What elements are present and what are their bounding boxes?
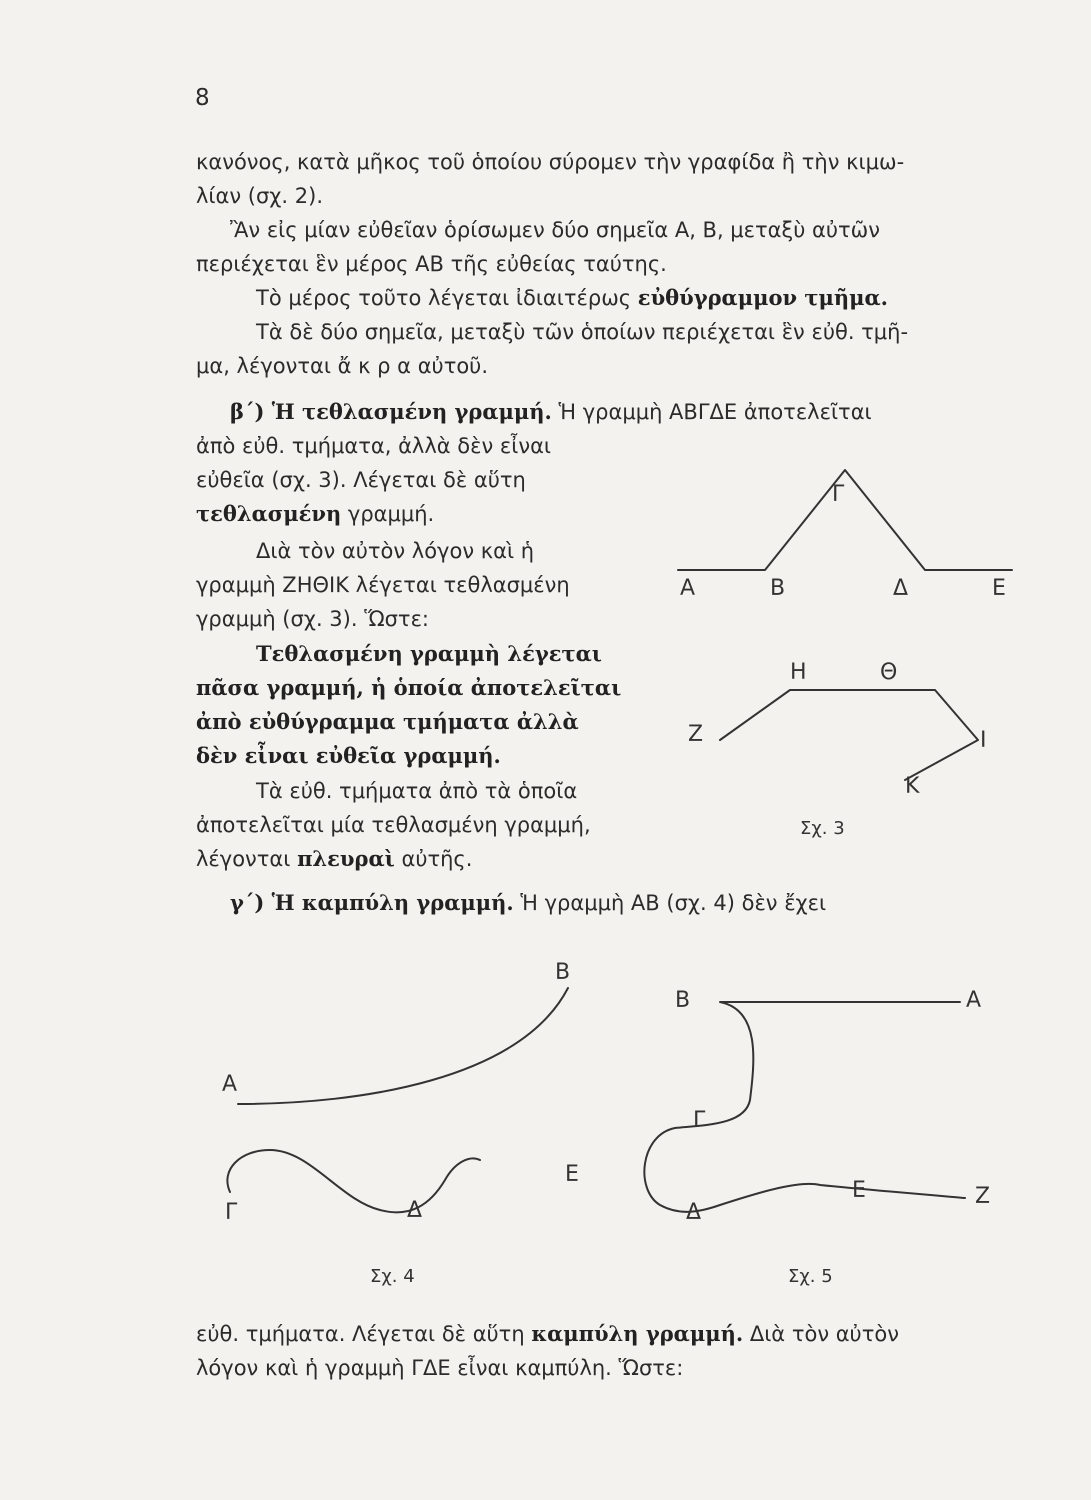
definition-line: ἀπὸ εὐθύγραμμα τμήματα ἀλλὰ bbox=[196, 709, 579, 734]
point-label: Η bbox=[790, 660, 807, 685]
curve-gde bbox=[227, 1150, 480, 1212]
text-line: μα, λέγονται ἄ κ ρ α αὐτοῦ. bbox=[196, 354, 489, 378]
text-run: αὐτῆς. bbox=[394, 847, 473, 871]
text-line: γραμμὴ ΖΗΘΙΚ λέγεται τεθλασμένη bbox=[196, 573, 570, 597]
curve-ba-gdez bbox=[644, 1002, 965, 1212]
point-label: Ε bbox=[565, 1162, 579, 1187]
point-label: Α bbox=[680, 576, 696, 601]
point-label: Δ bbox=[407, 1198, 423, 1223]
point-label: Γ bbox=[693, 1108, 706, 1133]
broken-line-zhthik bbox=[720, 690, 978, 780]
term-broken-line: τεθλασμένη bbox=[196, 501, 342, 526]
text-line: ἀποτελεῖται μία τεθλασμένη γραμμή, bbox=[196, 813, 591, 837]
point-label: Ι bbox=[980, 728, 987, 753]
point-label: Α bbox=[222, 1072, 238, 1097]
text-run: λέγονται bbox=[196, 847, 298, 871]
term-curved-line: καμπύλη γραμμή. bbox=[531, 1321, 744, 1346]
figure-caption: Σχ. 4 bbox=[370, 1266, 415, 1287]
page-number: 8 bbox=[195, 85, 210, 111]
curve-ab bbox=[238, 988, 568, 1104]
point-label: Γ bbox=[832, 482, 845, 507]
point-label: Δ bbox=[686, 1200, 702, 1225]
text-line: γραμμὴ (σχ. 3). Ὥστε: bbox=[196, 607, 429, 631]
text-line: ἀπὸ εὐθ. τμήματα, ἀλλὰ δὲν εἶναι bbox=[196, 434, 552, 458]
point-label: Θ bbox=[880, 660, 898, 685]
text-run: Τὸ μέρος τοῦτο λέγεται ἰδιαιτέρως bbox=[256, 286, 638, 310]
text-line: εὐθεῖα (σχ. 3). Λέγεται δὲ αὕτη bbox=[196, 468, 526, 492]
term-straight-segment: εὐθύγραμμον τμῆμα. bbox=[637, 285, 888, 310]
text-run: γραμμή. bbox=[341, 502, 435, 526]
text-line: Τὰ εὐθ. τμήματα ἀπὸ τὰ ὁποῖα bbox=[256, 779, 578, 803]
text-line: Διὰ τὸν αὐτὸν λόγον καὶ ἡ bbox=[256, 539, 535, 563]
point-label: Γ bbox=[225, 1200, 238, 1225]
point-label: Β bbox=[555, 960, 571, 985]
text-run: εὐθ. τμήματα. Λέγεται δὲ αὕτη bbox=[196, 1322, 532, 1346]
point-label: Ζ bbox=[688, 722, 704, 747]
text-line: περιέχεται ἓν μέρος ΑΒ τῆς εὐθείας ταύτης. bbox=[196, 252, 667, 276]
point-label: Κ bbox=[905, 774, 920, 799]
term-sides: πλευραὶ bbox=[297, 846, 395, 871]
definition-line: πᾶσα γραμμή, ἡ ὁποία ἀποτελεῖται bbox=[196, 675, 622, 700]
text-line: λόγον καὶ ἡ γραμμὴ ΓΔΕ εἶναι καμπύλη. Ὥστε: bbox=[196, 1356, 684, 1380]
point-label: Α bbox=[966, 988, 982, 1013]
text-line: κανόνος, κατὰ μῆκος τοῦ ὁποίου σύρομεν τὴν γραφίδα ἢ τὴν κιμω- bbox=[196, 150, 905, 174]
text-line: Ἂν εἰς μίαν εὐθεῖαν ὁρίσωμεν δύο σημεῖα Α, Β, μεταξὺ αὐτῶν bbox=[230, 218, 880, 242]
broken-line-abgde bbox=[678, 470, 1012, 570]
section-heading-gamma: γ΄) Ἡ καμπύλη γραμμή. bbox=[230, 890, 514, 915]
text-run: Ἡ γραμμὴ ΑΒ (σχ. 4) δὲν ἔχει bbox=[513, 891, 827, 915]
definition-line: Τεθλασμένη γραμμὴ λέγεται bbox=[256, 641, 602, 666]
point-label: Ζ bbox=[975, 1184, 991, 1209]
figure-caption: Σχ. 5 bbox=[788, 1266, 833, 1287]
point-label: Β bbox=[770, 576, 786, 601]
text-run: Ἡ γραμμὴ ΑΒΓΔΕ ἀποτελεῖται bbox=[551, 400, 872, 424]
definition-line: δὲν εἶναι εὐθεῖα γραμμή. bbox=[196, 743, 501, 768]
point-label: Ε bbox=[992, 576, 1006, 601]
text-line: Τὰ δὲ δύο σημεῖα, μεταξὺ τῶν ὁποίων περιέχεται ἓν εὐθ. τμῆ- bbox=[256, 320, 909, 344]
text-line: λίαν (σχ. 2). bbox=[196, 184, 323, 208]
text-run: Διὰ τὸν αὐτὸν bbox=[743, 1322, 899, 1346]
point-label: Β bbox=[675, 988, 691, 1013]
figure-caption: Σχ. 3 bbox=[800, 818, 845, 839]
point-label: Δ bbox=[893, 576, 909, 601]
section-heading-beta: β΄) Ἡ τεθλασμένη γραμμή. bbox=[230, 399, 552, 424]
point-label: Ε bbox=[852, 1178, 866, 1203]
